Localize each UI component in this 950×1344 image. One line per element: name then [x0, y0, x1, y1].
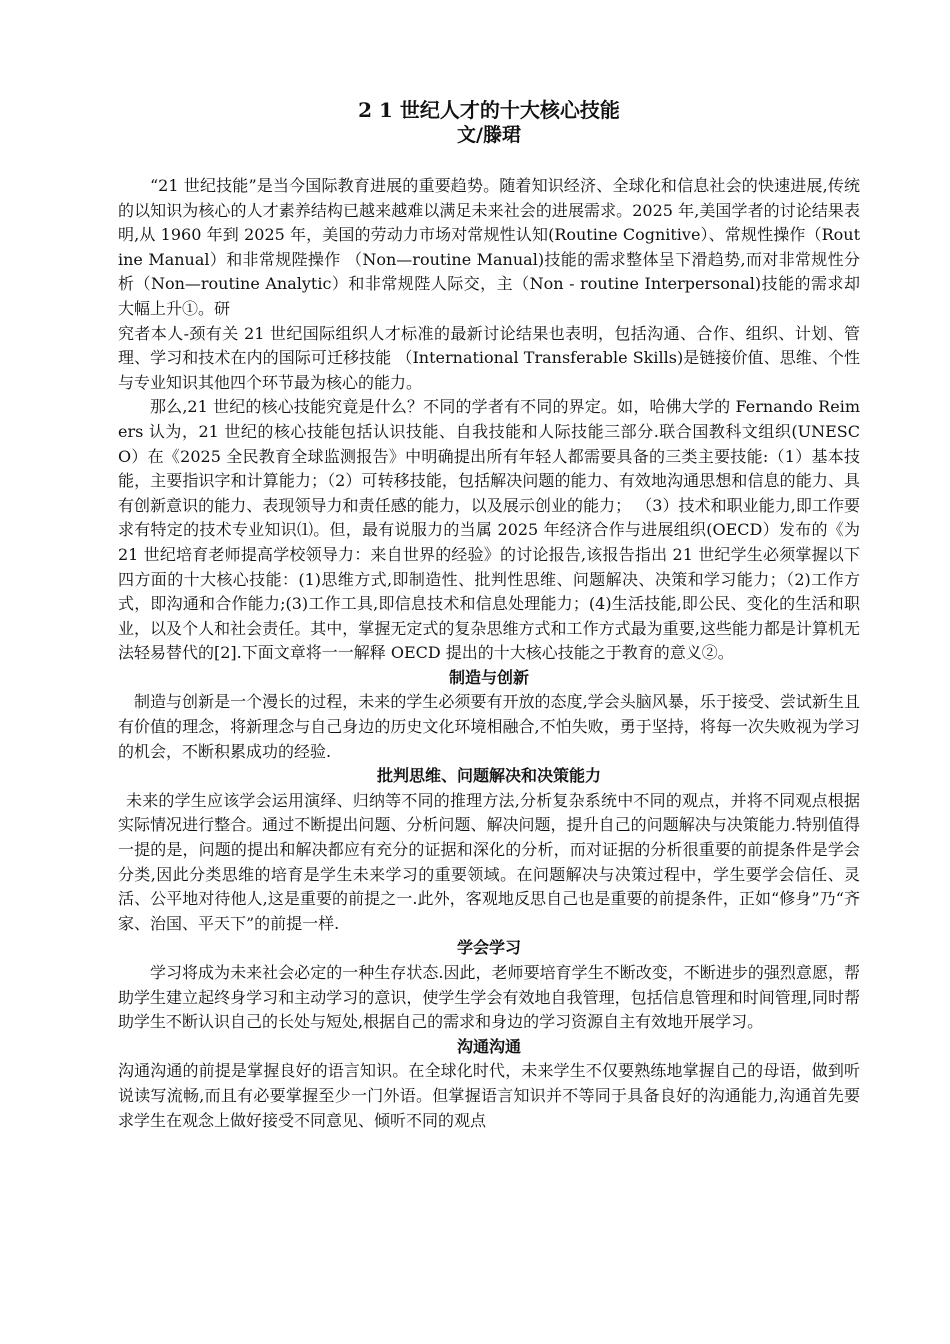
document-page — [118, 98, 860, 1133]
intro-paragraph-1: “21 世纪技能”是当今国际教育进展的重要趋势。随着知识经济、全球化和信息社会的快速进展,传统的以知识为核心的人才素养结构已越来越难以满足未来社会的进展需求。2025 年,美国学者的讨论结果表明,从 1960 年到 2025 年，美国的劳动力市场对常规性认知(Routine Cognitive）、常规性操作（Routine Manual）和非常规陛操作 （Non—routine Manual)技能的需求整体呈下滑趋势,而对非常规性分析（Non—routine Analytic）和非常规陛人际交，主（Non - routine Interpersonal)技能的需求却大幅上升①。研 — [118, 176, 860, 318]
document-author: 文/滕珺 — [457, 124, 521, 146]
section-body-communication: 沟通沟通的前提是掌握良好的语言知识。在全球化时代，未来学生不仅要熟练地掌握自己的母语，做到听说读写流畅,而且有必要掌握至少一门外语。但掌握语言知识并不等同于具备良好的沟通能力,沟通首先要求学生在观念上做好接受不同意见、倾听不同的观点 — [118, 1061, 860, 1130]
section-heading-learning: 学会学习 — [456, 938, 521, 958]
section-body-critical-thinking: 未来的学生应该学会运用演绎、归纳等不同的推理方法,分析复杂系统中不同的观点，并将不同观点根据实际情况进行整合。通过不断提出问题、分析问题、解决问题，提升自己的问题解决与决策能力.特别值得一提的是，问题的提出和解决都应有充分的证据和深化的分析，而对证据的分析很重要的前提条件是学会分类,因此分类思维的培育是学生未来学习的重要领域。在问题解决与决策过程中，学生要学会信任、灵活、公平地对待他人,这是重要的前提之一.此外，客观地反思自己也是重要的前提条件，正如“修身”乃“齐家、治国、平天下”的前提一样. — [118, 790, 860, 933]
section-body-learning: 学习将成为未来社会必定的一种生存状态.因此，老师要培育学生不断改变，不断进步的强烈意愿，帮助学生建立起终身学习和主动学习的意识，使学生学会有效地自我管理，包括信息管理和时间管理,同时帮助学生不断认识自己的长处与短处,根据自己的需求和身边的学习资源自主有效地开展学习。 — [118, 963, 860, 1032]
document-title: 2 1 世纪人才的十大核心技能 — [358, 98, 620, 122]
intro-paragraph-3: 那么,21 世纪的核心技能究竟是什么？不同的学者有不同的界定。如，哈佛大学的 Fernando Reimers 认为，21 世纪的核心技能包括认识技能、自我技能和人际技能三部分.联合国教科文组织(UNESCO）在《2025 全民教育全球监测报告》中明确提出所有年轻人都需要具备的三类主要技能:（1）基本技能，主要指识字和计算能力；（2）可转移技能，包括解决问题的能力、有效地沟通思想和信息的能力、具有创新意识的能力、表现领导力和责任感的能力，以及展示创业的能力； （3）技术和职业能力,即工作要求有特定的技术专业知识⑴。但，最有说服力的当属 2025 年经济合作与进展组织(OECD）发布的《为 21 世纪培育老师提高学校领导力：来自世界的经验》的讨论报告,该报告指出 21 世纪学生必须掌握以下四方面的十大核心技能：(1)思维方式,即制造性、批判性思维、问题解决、决策和学习能力；（2)工作方式，即沟通和合作能力;(3)工作工具,即信息技术和信息处理能力；(4)生活技能,即公民、变化的生活和职业，以及个人和社会责任。其中，掌握无定式的复杂思维方式和工作方式最为重要,这些能力都是计算机无法轻易替代的[2].下面文章将一一解释 OECD 提出的十大核心技能之于教育的意义②。 — [118, 397, 860, 663]
section-heading-critical-thinking: 批判思维、问题解决和决策能力 — [376, 766, 601, 786]
section-heading-creativity: 制造与创新 — [448, 667, 529, 687]
section-body-creativity: 制造与创新是一个漫长的过程，未来的学生必须要有开放的态度,学会头脑风暴，乐于接受、尝试新生且有价值的理念，将新理念与自己身边的历史文化环境相融合,不怕失败，勇于坚持，将每一次失败视为学习的机会，不断积累成功的经验. — [118, 692, 860, 761]
section-heading-communication: 沟通沟通 — [456, 1036, 521, 1056]
intro-paragraph-2: 究者本人-颈有关 21 世纪国际组织人才标准的最新讨论结果也表明，包括沟通、合作、组织、计划、管理、学习和技术在内的国际可迁移技能 （International Transferable Skills)是链接价值、思维、个性与专业知识其他四个环节最为核心的能力。 — [118, 323, 860, 392]
